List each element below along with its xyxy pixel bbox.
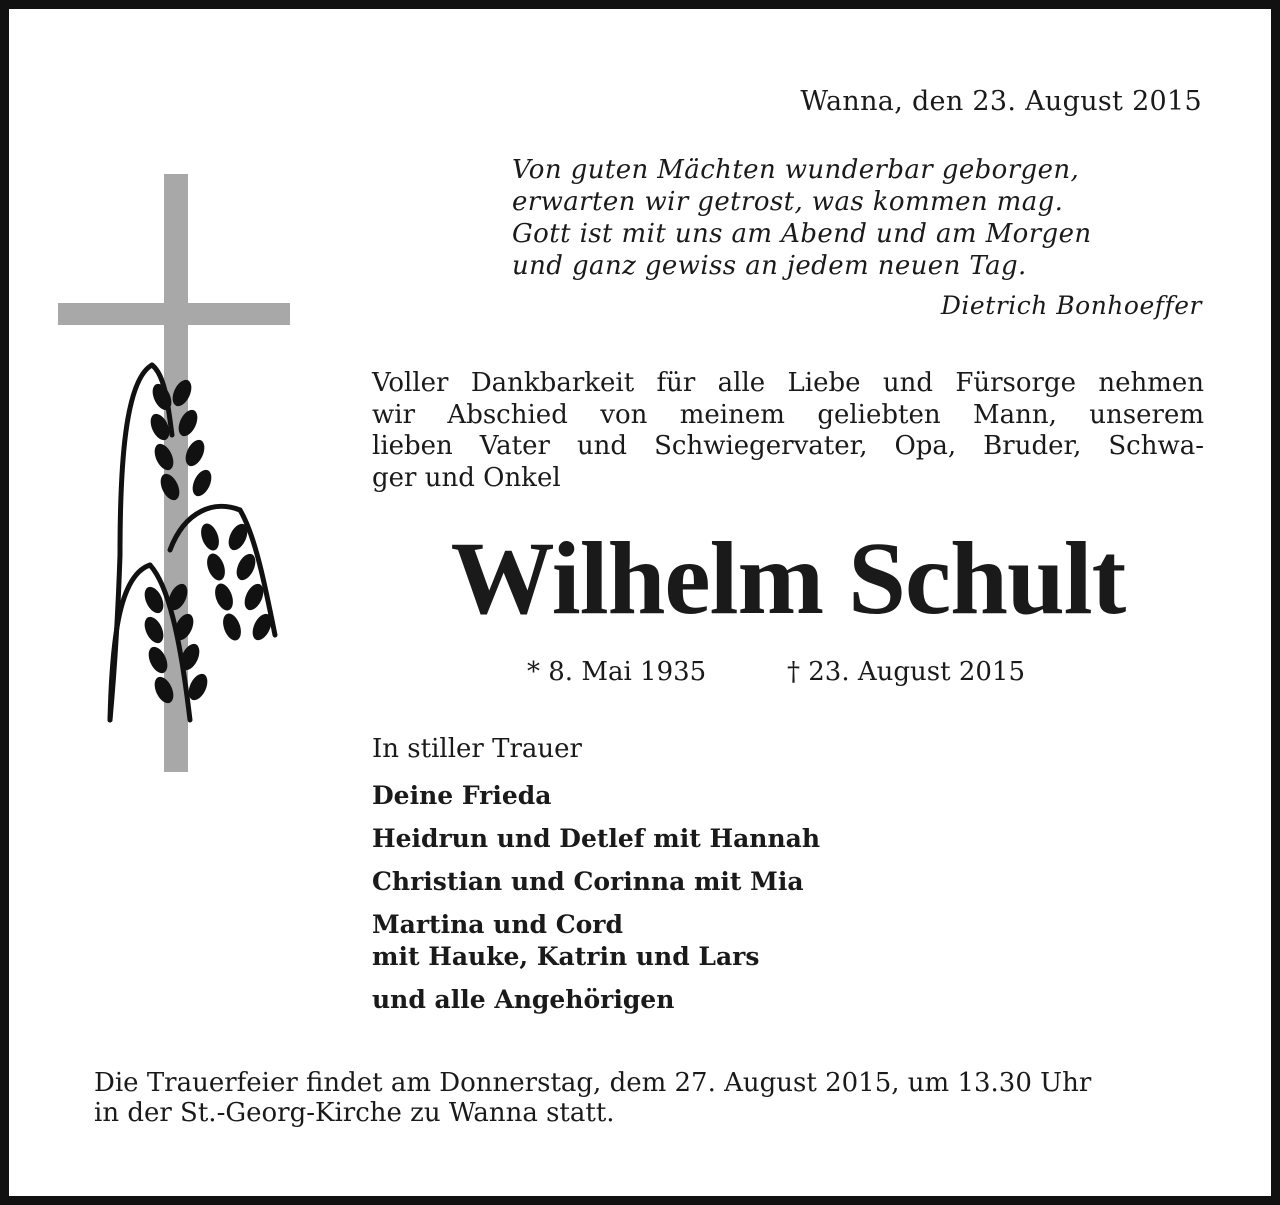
service-line: Die Trauerfeier findet am Donnerstag, dem 27. August 2015, um 13.30 Uhr (94, 1068, 1092, 1098)
intro-paragraph (372, 368, 1204, 494)
mourner-line: Heidrun und Detlef mit Hannah (372, 824, 821, 853)
mourner-line: und alle Angehörigen (372, 985, 675, 1014)
birth-date: * 8. Mai 1935 (527, 657, 707, 687)
bonhoeffer-quote (512, 154, 1092, 282)
quote-line: und ganz gewiss an jedem neuen Tag. (512, 251, 1027, 281)
service-line: in der St.-Georg-Kirche zu Wanna statt. (94, 1098, 615, 1128)
place-date: Wanna, den 23. August 2015 (800, 86, 1202, 117)
funeral-service-info (94, 1068, 1091, 1128)
mourner-line: Deine Frieda (372, 781, 552, 810)
death-date: † 23. August 2015 (787, 657, 1026, 687)
quote-line: Von guten Mächten wunderbar geborgen, (512, 155, 1080, 185)
quote-line: erwarten wir getrost, was kommen mag. (512, 187, 1064, 217)
intro-line: wir Abschied von meinem geliebten Mann, unserem (372, 399, 1204, 430)
deceased-name: Wilhelm Schult (450, 521, 1126, 636)
mourner-line: Christian und Corinna mit Mia (372, 867, 804, 896)
intro-line: ger und Onkel (372, 462, 561, 493)
mourner-line: mit Hauke, Katrin und Lars (372, 942, 760, 971)
quote-line: Gott ist mit uns am Abend und am Morgen (512, 219, 1092, 249)
mourners-list (372, 780, 820, 1027)
quote-author: Dietrich Bonhoeffer (940, 291, 1202, 320)
intro-line: lieben Vater und Schwiegervater, Opa, Bruder, Schwa- (372, 431, 1204, 461)
cross-with-wheat-icon (50, 165, 290, 777)
intro-line: Voller Dankbarkeit für alle Liebe und Fürsorge nehmen (372, 368, 1204, 398)
mourning-heading: In stiller Trauer (372, 734, 582, 764)
mourner-line: Martina und Cord (372, 910, 623, 939)
